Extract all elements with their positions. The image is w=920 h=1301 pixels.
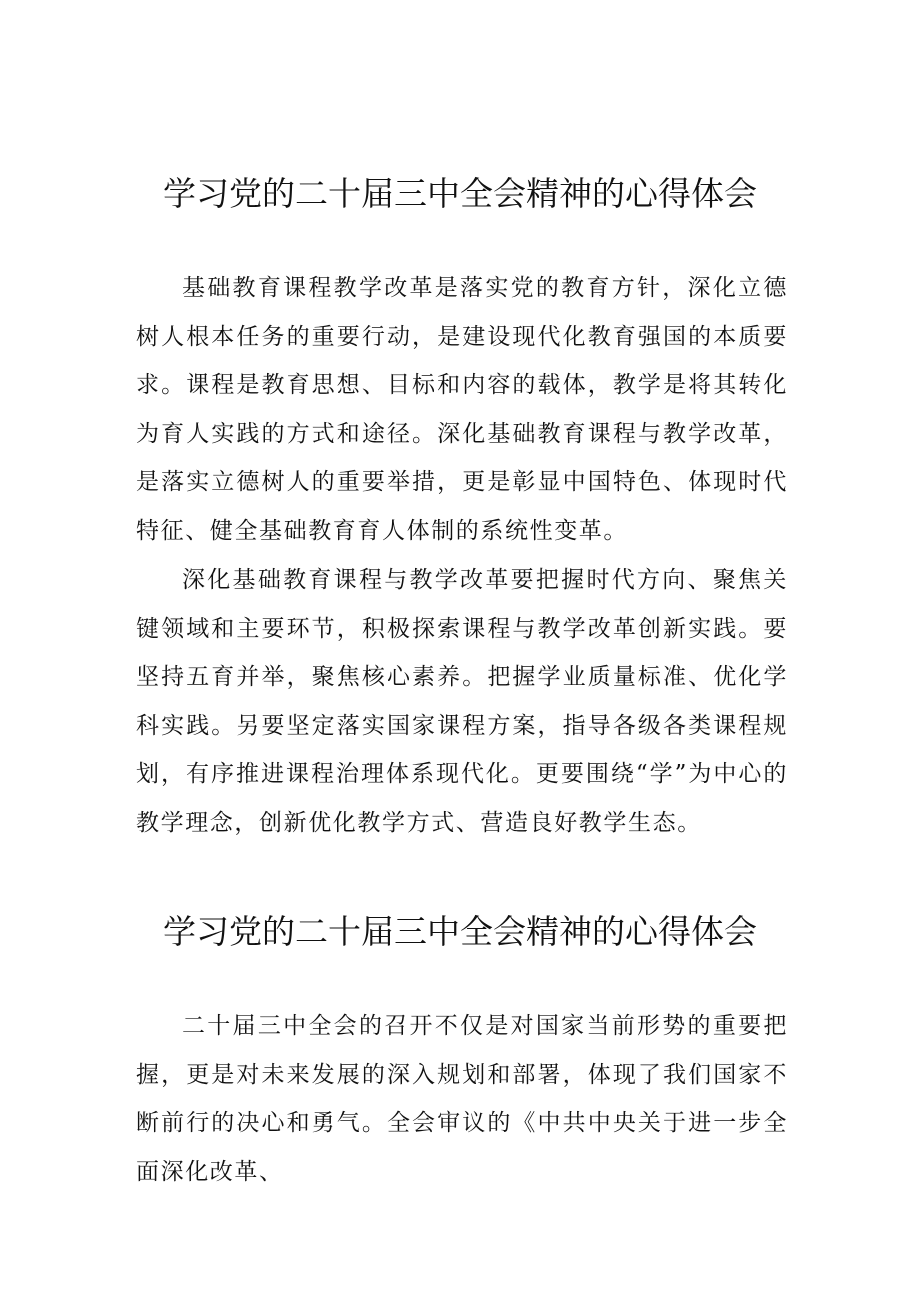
section-2-paragraph-1: 二十届三中全会的召开不仅是对国家当前形势的重要把握，更是对未来发展的深入规划和部署，体现了我们国家不断前行的决心和勇气。全会审议的《中共中央关于进一步全面深化改革、 [136,1013,788,1185]
section-2-title: 学习党的二十届三中全会精神的心得体会 [163,912,757,951]
section-1-paragraph-1: 基础教育课程教学改革是落实党的教育方针，深化立德树人根本任务的重要行动，是建设现代化教育强国的本质要求。课程是教育思想、目标和内容的载体，教学是将其转化为育人实践的方式和途径。深化基础教育课程与教学改革，是落实立德树人的重要举措，更是彰显中国特色、体现时代特征、健全基础教育育人体制的系统性变革。 [136,275,788,544]
section-1-paragraph-2: 深化基础教育课程与教学改革要把握时代方向、聚焦关键领域和主要环节，积极探索课程与教学改革创新实践。要坚持五育并举，聚焦核心素养。把握学业质量标准、优化学科实践。另要坚定落实国家课程方案，指导各级各类课程规划，有序推进课程治理体系现代化。更要围绕“学”为中心的教学理念，创新优化教学方式、营造良好教学生态。 [136,567,788,836]
section-1-title: 学习党的二十届三中全会精神的心得体会 [163,174,757,213]
